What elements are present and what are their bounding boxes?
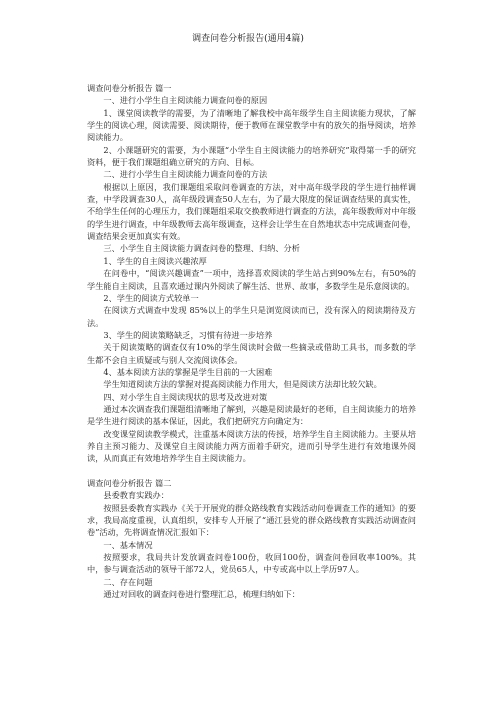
- body-paragraph: 三、小学生自主阅读能力调查问卷的整理、归纳、分析: [103, 243, 300, 254]
- body-paragraph: 通过对回收的调查问卷进行整理汇总，梳理归纳如下：: [103, 589, 300, 600]
- body-paragraph: 4、基本阅读方法的掌握是学生目前的一大困难: [103, 366, 273, 377]
- document-body: [87, 82, 416, 600]
- body-paragraph: 一、进行小学生自主阅读能力调查问卷的原因: [103, 95, 268, 106]
- body-paragraph: 根据以上原因，我们课题组采取问卷调查的方法，对中高年级学段的学生进行抽样调查，中学段调查30人，高年级段调查50人左右，为了最大限度的保证调查结果的真实性，不给学生任何的心理压力，我们课题组采取交换教师进行调查的方法，高年级教师对中年级的学生进行调查，中年级教师去高年级调查，这样会让学生在自然地状态中完成调查问卷，调查结果会更加真实有效。: [87, 181, 416, 242]
- body-paragraph: 通过本次调查我们课题组清晰地了解到，兴趣是阅读最好的老师，自主阅读能力的培养是学生进行阅读的基本保证，因此，我们把研究方向确定为：: [87, 403, 416, 427]
- body-paragraph: 1、课堂阅读教学的需要，为了清晰地了解我校中高年级学生自主阅读能力现状，了解学生的阅读心理，阅读需要、阅读期待，便于教师在课堂教学中有的放矢的指导阅读，培养阅读能力。: [87, 107, 416, 143]
- body-paragraph: 改变课堂阅读教学模式，注重基本阅读方法的传授，培养学生自主阅读能力。主要从培养自主预习能力、及课堂自主阅读能力两方面着手研究，进而引导学生进行有效地课外阅读，从而真正有效地培养学生自主阅读能力。: [87, 428, 416, 464]
- body-paragraph: 按照要求，我局共计发放调查问卷100份，收回100份，调查问卷回收率100%。其中，参与调查活动的领导干部72人，党员65人，中专或高中以上学历97人。: [87, 552, 416, 575]
- body-paragraph: 按照县委教育实践办《关于开展党的群众路线教育实践活动问卷调查工作的通知》的要求，我局高度重视，认真组织，安排专人开展了“通江县党的群众路线教育实践活动调查问卷”活动，先将调查情况汇报如下：: [87, 502, 416, 538]
- body-paragraph: 关于阅读策略的调查仅有10%的学生阅读时会做一些摘录或借助工具书，而多数的学生都不会自主质疑或与别人交流阅读体会。: [87, 342, 416, 365]
- body-paragraph: 3、学生的阅读策略缺乏，习惯有待进一步培养: [103, 329, 273, 340]
- body-paragraph: 四、对小学生自主阅读现状的思考及改进对策: [103, 391, 268, 402]
- body-paragraph: 2、小课题研究的需要，为小课题“小学生自主阅读能力的培养研究”取得第一手的研究资料，便于我们课题组确立研究的方向、目标。: [87, 144, 416, 168]
- body-paragraph: 2、学生的阅读方式较单一: [103, 292, 199, 303]
- paragraph-spacer: [87, 465, 416, 477]
- body-paragraph: 学生知道阅读方法的掌握对提高阅读能力作用大，但是阅读方法却比较欠缺。: [103, 379, 382, 390]
- body-paragraph: 在问卷中，“阅读兴趣调查”一项中，选择喜欢阅读的学生站占到90%左右，有50%的学生能自主阅读，且喜欢通过课内外阅读了解生活、世界、故事，多数学生是乐意阅读的。: [87, 268, 416, 291]
- body-paragraph: 二、存在问题: [103, 576, 153, 587]
- body-paragraph: 在阅读方式调查中发现 85%以上的学生只是浏览阅读而已，没有深入的阅读期待及方法。: [87, 305, 416, 328]
- body-paragraph: 1、学生的自主阅读兴趣浓厚: [103, 255, 207, 266]
- body-paragraph: 一、基本情况: [103, 539, 153, 550]
- body-paragraph: 县委教育实践办：: [103, 490, 169, 501]
- section-heading: 调查问卷分析报告 篇二: [87, 478, 172, 488]
- document-title: 调查问卷分析报告(通用4篇): [192, 34, 304, 44]
- section-heading: 调查问卷分析报告 篇一: [87, 83, 172, 93]
- body-paragraph: 二、进行小学生自主阅读能力调查问卷的方法: [103, 169, 268, 180]
